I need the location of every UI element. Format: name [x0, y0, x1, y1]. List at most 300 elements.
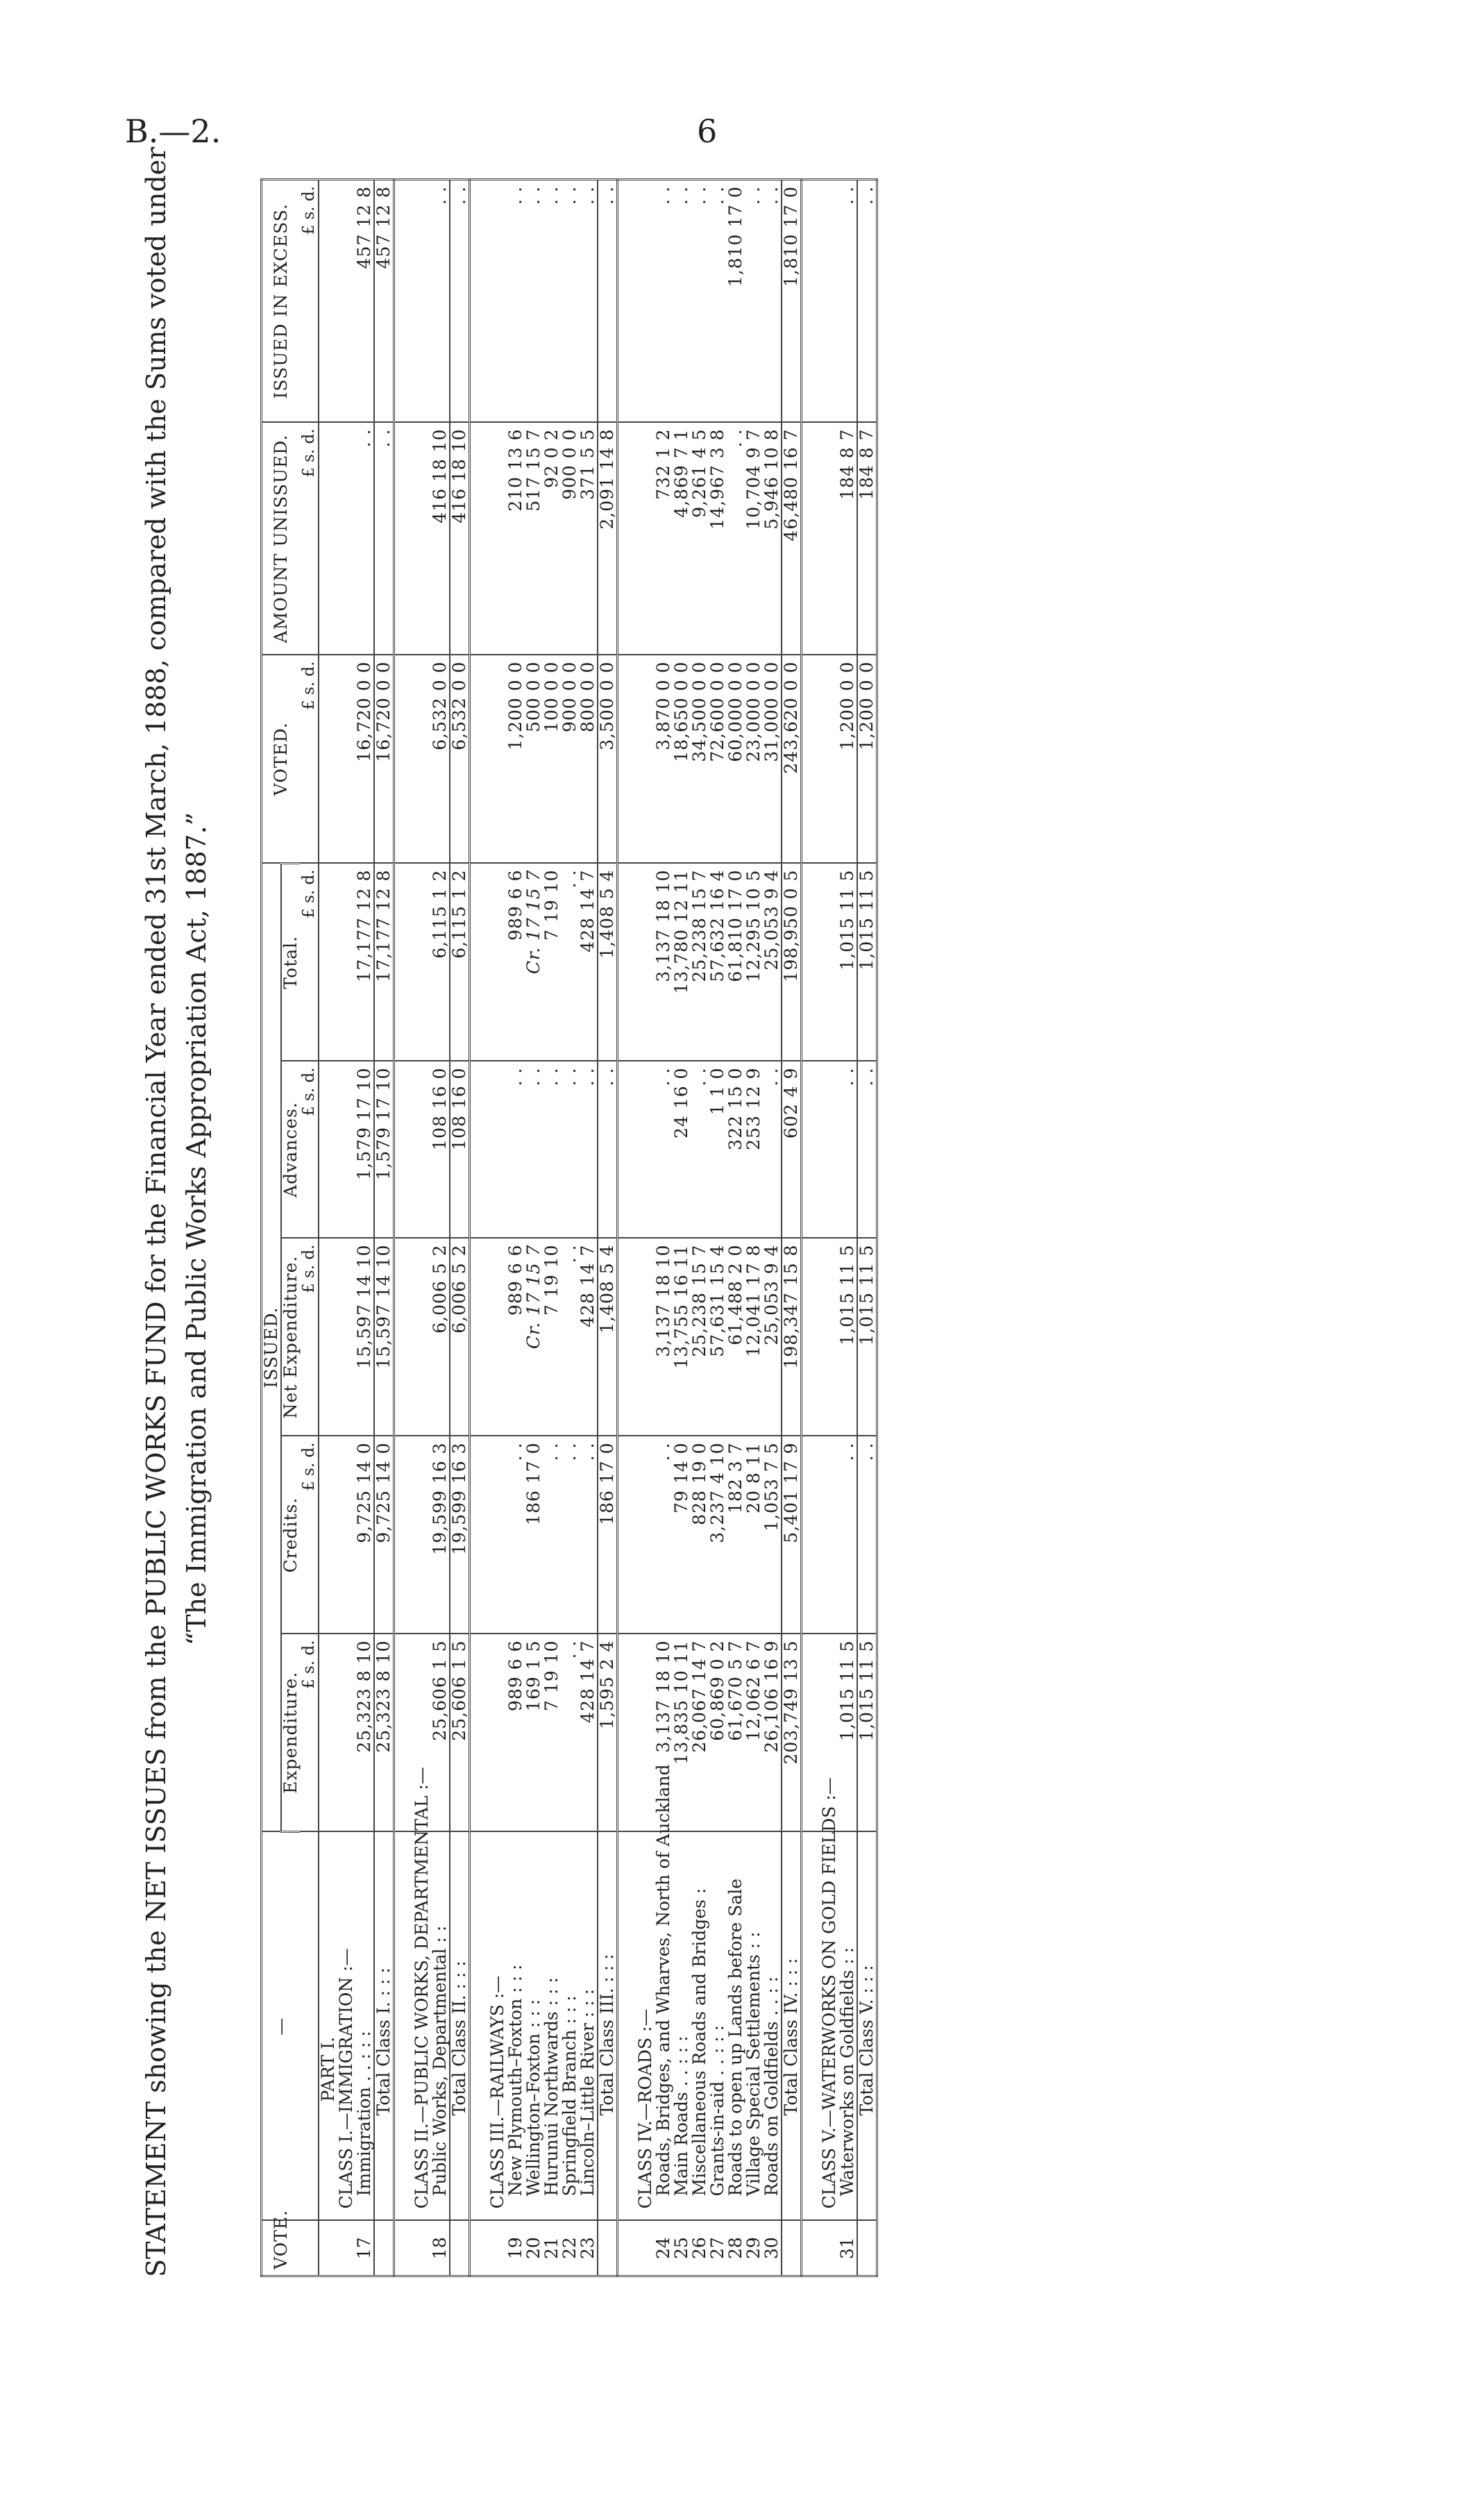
advances-cell [636, 1061, 655, 1239]
total-cell [636, 863, 655, 1061]
credits-cell: 186 17 0 [525, 1436, 543, 1634]
issued-in-excess-cell: . . [431, 179, 450, 422]
row-description: CLASS IV.—ROADS :— [636, 1832, 655, 2221]
expenditure-header: Expenditure. [281, 1634, 300, 1832]
advances-header: Advances. [281, 1061, 300, 1239]
advances-cell: 1,579 17 10 [355, 1061, 374, 1239]
vote-number [489, 2221, 507, 2276]
credits-cell: 19,599 16 3 [450, 1436, 470, 1634]
class-heading-row [820, 179, 838, 2276]
table-row [579, 179, 598, 2276]
expenditure-cell: 25,323 8 10 [355, 1634, 374, 1832]
voted-cell: 1,200 0 0 [838, 655, 857, 863]
amount-unissued-cell: 732 1 2 [655, 422, 673, 655]
expenditure-cell: 12,062 6 7 [745, 1634, 763, 1832]
voted-cell: 1,200 0 0 [507, 655, 525, 863]
row-description: CLASS V.—WATERWORKS ON GOLD FIELDS :— [820, 1832, 838, 2221]
expenditure-cell: 428 14 7 [579, 1634, 598, 1832]
net-expenditure-cell [489, 1239, 507, 1436]
title-line-2: “The Immigration and Public Works Appropriation Act, 1887.” [181, 812, 212, 1646]
vote-number: 22 [561, 2221, 579, 2276]
net-expenditure-cell: 3,137 18 10 [655, 1239, 673, 1436]
vote-number: 24 [655, 2221, 673, 2276]
total-cell: 989 6 6 [507, 863, 525, 1061]
vote-number: 21 [543, 2221, 561, 2276]
vote-number: 23 [579, 2221, 598, 2276]
unit-label: £ s. d. [300, 1239, 319, 1436]
total-cell: 1,015 11 5 [857, 863, 877, 1061]
credits-cell [413, 1436, 431, 1634]
net-expenditure-cell: 57,631 15 4 [709, 1239, 727, 1436]
amount-unissued-cell: 5,946 10 8 [763, 422, 782, 655]
vote-number [413, 2221, 431, 2276]
row-description: Immigration . . : : : [355, 1832, 374, 2221]
advances-cell [820, 1061, 838, 1239]
unit-label: £ s. d. [300, 422, 319, 655]
vote-number: 27 [709, 2221, 727, 2276]
total-cell [337, 863, 355, 1061]
voted-cell: 800 0 0 [579, 655, 598, 863]
vote-number: 18 [431, 2221, 450, 2276]
issued-in-excess-cell: 457 12 8 [355, 179, 374, 422]
part-row [319, 179, 337, 2276]
amount-unissued-cell: 517 15 7 [525, 422, 543, 655]
total-cell: 6,115 1 2 [450, 863, 470, 1061]
advances-cell: . . [525, 1061, 543, 1239]
net-expenditure-cell: 198,347 15 8 [782, 1239, 802, 1436]
issued-in-excess-cell [489, 179, 507, 422]
advances-cell [489, 1061, 507, 1239]
amount-unissued-cell: . . [374, 422, 394, 655]
issued-in-excess-cell: . . [763, 179, 782, 422]
advances-cell: 108 16 0 [450, 1061, 470, 1239]
vote-number: 17 [355, 2221, 374, 2276]
voted-cell: 3,870 0 0 [655, 655, 673, 863]
unit-label: £ s. d. [300, 1436, 319, 1634]
credits-cell: . . [507, 1436, 525, 1634]
vote-number: 28 [727, 2221, 745, 2276]
expenditure-cell [337, 1634, 355, 1832]
net-expenditure-cell: 1,015 11 5 [857, 1239, 877, 1436]
row-description: Grants-in-aid . . : : : [709, 1832, 727, 2221]
issued-in-excess-cell: . . [450, 179, 470, 422]
total-cell [489, 863, 507, 1061]
advances-cell: 253 12 9 [745, 1061, 763, 1239]
unit-label: £ s. d. [300, 655, 319, 863]
table-row [507, 179, 525, 2276]
expenditure-cell: 25,323 8 10 [374, 1634, 394, 1832]
voted-cell: 100 0 0 [543, 655, 561, 863]
row-description: CLASS I.—IMMIGRATION :— [337, 1832, 355, 2221]
amount-unissued-cell: 371 5 5 [579, 422, 598, 655]
advances-cell: . . [763, 1061, 782, 1239]
issued-in-excess-cell: . . [598, 179, 618, 422]
units-row [300, 179, 319, 2276]
vote-number: 29 [745, 2221, 763, 2276]
row-description: Roads, Bridges, and Wharves, North of Auckland [655, 1832, 673, 2221]
total-cell [820, 863, 838, 1061]
row-description: Springfield Branch : : : [561, 1832, 579, 2221]
net-expenditure-cell: 12,041 17 8 [745, 1239, 763, 1436]
vote-number: 30 [763, 2221, 782, 2276]
row-description: New Plymouth–Foxton : : : [507, 1832, 525, 2221]
total-row [598, 179, 618, 2276]
class-heading-row [636, 179, 655, 2276]
row-description: Lincoln–Little River : : : [579, 1832, 598, 2221]
issued-in-excess-cell: . . [507, 179, 525, 422]
credits-cell [820, 1436, 838, 1634]
voted-cell: 18,650 0 0 [673, 655, 691, 863]
issued-in-excess-cell: . . [655, 179, 673, 422]
net-expenditure-cell: 1,015 11 5 [838, 1239, 857, 1436]
credits-cell [489, 1436, 507, 1634]
amount-unissued-cell: 46,480 16 7 [782, 422, 802, 655]
title-line-1: STATEMENT showing the NET ISSUES from the PUBLIC WORKS FUND for the Financial Year ended 31st March, 1888, compared with the Sums voted under [141, 146, 171, 2277]
expenditure-cell: 989 6 6 [507, 1634, 525, 1832]
net-expenditure-cell: 6,006 5 2 [450, 1239, 470, 1436]
issued-in-excess-cell: . . [709, 179, 727, 422]
amount-unissued-cell [820, 422, 838, 655]
expenditure-cell: 25,606 1 5 [450, 1634, 470, 1832]
net-expenditure-cell [820, 1239, 838, 1436]
spacer-row [802, 179, 821, 2276]
advances-cell: . . [561, 1061, 579, 1239]
net-expenditure-cell: 7 19 10 [543, 1239, 561, 1436]
total-header: Total. [281, 863, 300, 1061]
vote-number [337, 2221, 355, 2276]
row-description: Total Class II. : : : [450, 1832, 470, 2221]
issued-header: ISSUED. [262, 863, 282, 1831]
issued-in-excess-cell: . . [561, 179, 579, 422]
credits-cell [337, 1436, 355, 1634]
issued-in-excess-cell: 1,810 17 0 [782, 179, 802, 422]
vote-number [374, 2221, 394, 2276]
vote-number [857, 2221, 877, 2276]
issued-in-excess-cell: . . [543, 179, 561, 422]
voted-cell: 3,500 0 0 [598, 655, 618, 863]
vote-number [598, 2221, 618, 2276]
vote-number: 20 [525, 2221, 543, 2276]
total-cell: 25,238 15 7 [691, 863, 709, 1061]
net-expenditure-cell: 13,755 16 11 [673, 1239, 691, 1436]
voted-cell [413, 655, 431, 863]
row-description: Total Class V. : : : [857, 1832, 877, 2221]
credits-cell: 182 3 7 [727, 1436, 745, 1634]
spacer-row [470, 179, 489, 2276]
table-row [355, 179, 374, 2276]
expenditure-cell: 61,670 5 7 [727, 1634, 745, 1832]
expenditure-cell: 13,835 10 11 [673, 1634, 691, 1832]
credits-cell [636, 1436, 655, 1634]
vote-header: VOTE. [262, 2221, 301, 2276]
class-heading-row [413, 179, 431, 2276]
advances-cell: . . [857, 1061, 877, 1239]
amount-unissued-cell: 4,869 7 1 [673, 422, 691, 655]
description-header: — [262, 1832, 301, 2221]
issued-in-excess-cell [337, 179, 355, 422]
page-reference: B.—2. [125, 112, 221, 150]
table-row [431, 179, 450, 2276]
row-description: Roads on Goldfields . . : : [763, 1832, 782, 2221]
amount-unissued-cell: 210 13 6 [507, 422, 525, 655]
statement-body [300, 179, 877, 2276]
advances-cell: . . [691, 1061, 709, 1239]
spacer-row [394, 179, 414, 2276]
amount-unissued-cell: 416 18 10 [431, 422, 450, 655]
amount-unissued-cell [413, 422, 431, 655]
row-description: Total Class III. : : : [598, 1832, 618, 2221]
advances-cell: 1 1 0 [709, 1061, 727, 1239]
credits-cell: 1,053 7 5 [763, 1436, 782, 1634]
net-expenditure-cell: 25,053 9 4 [763, 1239, 782, 1436]
total-row [450, 179, 470, 2276]
table-row [727, 179, 745, 2276]
net-expenditure-cell [413, 1239, 431, 1436]
amount-unissued-cell: 92 0 2 [543, 422, 561, 655]
amount-unissued-cell: 416 18 10 [450, 422, 470, 655]
expenditure-cell [636, 1634, 655, 1832]
voted-cell: 16,720 0 0 [374, 655, 394, 863]
amount-unissued-cell [636, 422, 655, 655]
issued-in-excess-cell: . . [691, 179, 709, 422]
table-row [709, 179, 727, 2276]
voted-cell [337, 655, 355, 863]
table-row [655, 179, 673, 2276]
voted-cell: 31,000 0 0 [763, 655, 782, 863]
table-row [543, 179, 561, 2276]
expenditure-cell: 26,067 14 7 [691, 1634, 709, 1832]
advances-cell: . . [598, 1061, 618, 1239]
total-cell: 1,408 5 4 [598, 863, 618, 1061]
net-expenditure-cell: 15,597 14 10 [355, 1239, 374, 1436]
statement-title [139, 146, 243, 2277]
unit-label: £ s. d. [300, 863, 319, 1061]
voted-header: VOTED. [262, 655, 301, 863]
net-expenditure-cell: 428 14 7 [579, 1239, 598, 1436]
advances-cell: 108 16 0 [431, 1061, 450, 1239]
total-cell: 3,137 18 10 [655, 863, 673, 1061]
amount-unissued-cell: 900 0 0 [561, 422, 579, 655]
total-cell: 57,632 16 4 [709, 863, 727, 1061]
total-cell: 61,810 17 0 [727, 863, 745, 1061]
amount-unissued-cell: . . [727, 422, 745, 655]
vote-number [636, 2221, 655, 2276]
advances-cell: . . [507, 1061, 525, 1239]
credits-header: Credits. [281, 1436, 300, 1634]
expenditure-cell: 7 19 10 [543, 1634, 561, 1832]
credits-cell: 19,599 16 3 [431, 1436, 450, 1634]
vote-number: 26 [691, 2221, 709, 2276]
net-expenditure-cell: 1,408 5 4 [598, 1239, 618, 1436]
row-description: Roads to open up Lands before Sale [727, 1832, 745, 2221]
row-description: Miscellaneous Roads and Bridges : [691, 1832, 709, 2221]
credits-cell: . . [655, 1436, 673, 1634]
expenditure-cell: 60,869 0 2 [709, 1634, 727, 1832]
expenditure-cell: 203,749 13 5 [782, 1634, 802, 1832]
advances-cell: . . [543, 1061, 561, 1239]
total-cell: 25,053 9 4 [763, 863, 782, 1061]
amount-unissued-header: AMOUNT UNISSUED. [262, 422, 301, 655]
net-expenditure-cell [337, 1239, 355, 1436]
credits-cell: . . [857, 1436, 877, 1634]
total-cell [413, 863, 431, 1061]
expenditure-cell [489, 1634, 507, 1832]
credits-cell: . . [579, 1436, 598, 1634]
total-cell: 12,295 10 5 [745, 863, 763, 1061]
voted-cell: 1,200 0 0 [857, 655, 877, 863]
rotated-statement [139, 146, 1347, 2277]
credits-cell: 9,725 14 0 [355, 1436, 374, 1634]
credits-cell: 20 8 11 [745, 1436, 763, 1634]
credits-cell: 9,725 14 0 [374, 1436, 394, 1634]
advances-cell: . . [838, 1061, 857, 1239]
advances-cell: 24 16 0 [673, 1061, 691, 1239]
row-description: Wellington–Foxton : : : [525, 1832, 543, 2221]
issued-in-excess-cell: . . [673, 179, 691, 422]
expenditure-cell: 169 1 5 [525, 1634, 543, 1832]
net-expenditure-cell [636, 1239, 655, 1436]
net-expenditure-header: Net Expenditure. [281, 1239, 300, 1436]
credits-cell: . . [561, 1436, 579, 1634]
row-description: Village Special Settlements : : [745, 1832, 763, 2221]
issued-in-excess-cell: . . [838, 179, 857, 422]
net-expenditure-cell: . . [561, 1239, 579, 1436]
table-row [673, 179, 691, 2276]
table-row [763, 179, 782, 2276]
total-cell: Cr. 17 15 7 [525, 863, 543, 1061]
issued-in-excess-cell [413, 179, 431, 422]
row-description: Main Roads . . : : : [673, 1832, 691, 2221]
amount-unissued-cell: 9,261 4 5 [691, 422, 709, 655]
row-description: Public Works, Departmental : : [431, 1832, 450, 2221]
advances-cell: . . [655, 1061, 673, 1239]
table-row [525, 179, 543, 2276]
expenditure-cell: 1,595 2 4 [598, 1634, 618, 1832]
spacer-row [618, 179, 637, 2276]
voted-cell: 500 0 0 [525, 655, 543, 863]
vote-number [820, 2221, 838, 2276]
voted-cell [636, 655, 655, 863]
page-number: 6 [697, 112, 718, 150]
net-expenditure-cell: 15,597 14 10 [374, 1239, 394, 1436]
credits-cell: 3,237 4 10 [709, 1436, 727, 1634]
table-row [691, 179, 709, 2276]
voted-cell: 16,720 0 0 [355, 655, 374, 863]
class-heading-row [337, 179, 355, 2276]
issued-in-excess-cell: . . [579, 179, 598, 422]
credits-cell: 186 17 0 [598, 1436, 618, 1634]
total-cell: . . [561, 863, 579, 1061]
total-cell: 428 14 7 [579, 863, 598, 1061]
total-row [857, 179, 877, 2276]
issued-in-excess-cell [820, 179, 838, 422]
total-cell: 7 19 10 [543, 863, 561, 1061]
vote-number [782, 2221, 802, 2276]
voted-cell: 900 0 0 [561, 655, 579, 863]
amount-unissued-cell [489, 422, 507, 655]
voted-cell: 60,000 0 0 [727, 655, 745, 863]
advances-cell: 322 15 0 [727, 1061, 745, 1239]
amount-unissued-cell: . . [355, 422, 374, 655]
issued-in-excess-header: ISSUED IN EXCESS. [262, 179, 301, 422]
issued-in-excess-cell [636, 179, 655, 422]
class-heading-row [489, 179, 507, 2276]
row-description: Total Class I. : : : [374, 1832, 394, 2221]
row-description: Hurunui Northwards : : : [543, 1832, 561, 2221]
vote-number [450, 2221, 470, 2276]
expenditure-cell: 26,106 16 9 [763, 1634, 782, 1832]
amount-unissued-cell: 10,704 9 7 [745, 422, 763, 655]
issued-in-excess-cell: . . [525, 179, 543, 422]
amount-unissued-cell: 184 8 7 [838, 422, 857, 655]
part-label: PART I. [319, 1832, 337, 2221]
net-expenditure-cell: 989 6 6 [507, 1239, 525, 1436]
expenditure-cell: 25,606 1 5 [431, 1634, 450, 1832]
amount-unissued-cell: 184 8 7 [857, 422, 877, 655]
statement-table [260, 178, 878, 2277]
expenditure-cell: 1,015 11 5 [857, 1634, 877, 1832]
row-description: CLASS III.—RAILWAYS :— [489, 1832, 507, 2221]
advances-cell [413, 1061, 431, 1239]
total-cell: 17,177 12 8 [355, 863, 374, 1061]
expenditure-cell: 3,137 18 10 [655, 1634, 673, 1832]
row-description: CLASS II.—PUBLIC WORKS, DEPARTMENTAL :— [413, 1832, 431, 2221]
credits-cell: 5,401 17 9 [782, 1436, 802, 1634]
net-expenditure-cell: 61,488 2 0 [727, 1239, 745, 1436]
credits-cell: . . [838, 1436, 857, 1634]
net-expenditure-cell: 6,006 5 2 [431, 1239, 450, 1436]
voted-cell: 6,532 0 0 [431, 655, 450, 863]
credits-cell: . . [543, 1436, 561, 1634]
unit-label: £ s. d. [300, 1061, 319, 1239]
amount-unissued-cell: 2,091 14 8 [598, 422, 618, 655]
voted-cell: 6,532 0 0 [450, 655, 470, 863]
total-cell: 1,015 11 5 [838, 863, 857, 1061]
expenditure-cell: 1,015 11 5 [838, 1634, 857, 1832]
total-cell: 17,177 12 8 [374, 863, 394, 1061]
vote-number: 19 [507, 2221, 525, 2276]
total-cell: 198,950 0 5 [782, 863, 802, 1061]
vote-number: 25 [673, 2221, 691, 2276]
issued-in-excess-cell: . . [745, 179, 763, 422]
total-cell: 13,780 12 11 [673, 863, 691, 1061]
credits-cell: 79 14 0 [673, 1436, 691, 1634]
expenditure-cell: . . [561, 1634, 579, 1832]
total-row [374, 179, 394, 2276]
total-cell: 6,115 1 2 [431, 863, 450, 1061]
unit-label: £ s. d. [300, 1634, 319, 1832]
voted-cell [489, 655, 507, 863]
advances-cell: 1,579 17 10 [374, 1061, 394, 1239]
voted-cell [820, 655, 838, 863]
advances-cell: 602 4 9 [782, 1061, 802, 1239]
net-expenditure-cell: 25,238 15 7 [691, 1239, 709, 1436]
net-expenditure-cell: Cr. 17 15 7 [525, 1239, 543, 1436]
table-row [745, 179, 763, 2276]
advances-cell: . . [579, 1061, 598, 1239]
row-description: Waterworks on Goldfields : : [838, 1832, 857, 2221]
amount-unissued-cell: 14,967 3 8 [709, 422, 727, 655]
total-row [782, 179, 802, 2276]
advances-cell [337, 1061, 355, 1239]
issued-in-excess-cell: . . [857, 179, 877, 422]
table-row [838, 179, 857, 2276]
amount-unissued-cell [337, 422, 355, 655]
voted-cell: 23,000 0 0 [745, 655, 763, 863]
voted-cell: 243,620 0 0 [782, 655, 802, 863]
voted-cell: 72,600 0 0 [709, 655, 727, 863]
unit-label: £ s. d. [300, 179, 319, 422]
